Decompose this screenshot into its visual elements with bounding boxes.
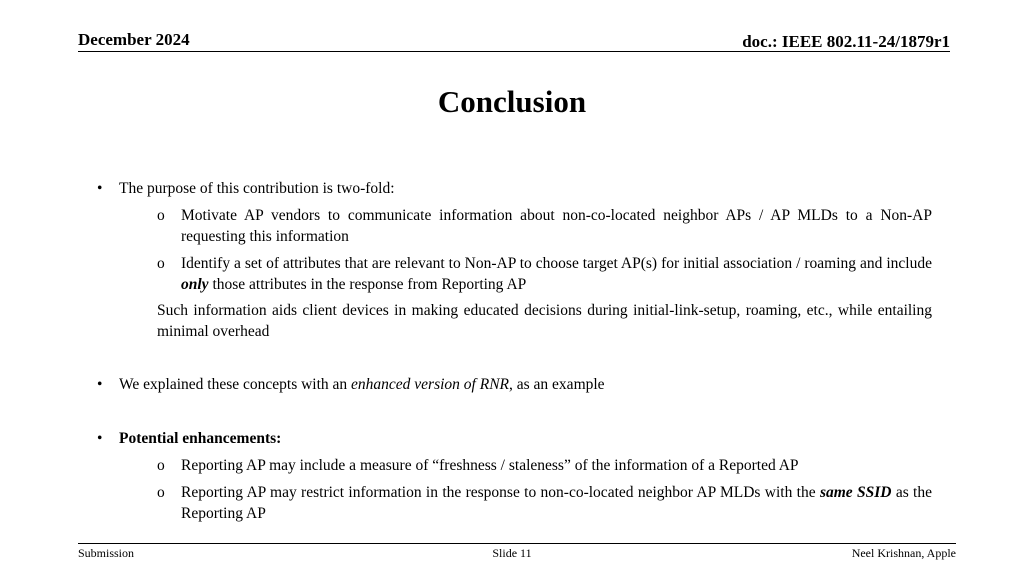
header-rule (78, 51, 950, 52)
purpose-note: Such information aids client devices in making educated decisions during initial-link-setup, roaming, etc., while entailing minimal overhead (157, 302, 932, 340)
sub-bullet-marker: o (157, 207, 165, 224)
footer-submission: Submission (78, 546, 135, 560)
footer-author: Neel Krishnan, Apple (851, 546, 956, 560)
explained-text-post: , as an example (509, 376, 605, 393)
identify-text-emphasis: only (181, 276, 209, 293)
sub-bullet-motivate-text: Motivate AP vendors to communicate information about non-co-located neighbor APs / AP MLDs to a Non-AP requesting this information (181, 207, 932, 245)
sub-bullet-marker: o (157, 255, 165, 272)
bullet-explained-text (119, 374, 605, 395)
sub-bullet-restrict (157, 482, 932, 524)
footer-rule (78, 543, 956, 544)
header-date: December 2024 (78, 30, 190, 49)
restrict-text-pre: Reporting AP may restrict information in the response to non-co-located neighbor AP MLDs with the (181, 484, 820, 501)
restrict-text-post: as the Reporting AP (181, 484, 932, 522)
footer-slide-number: Slide 11 (492, 546, 532, 560)
page-title: Conclusion (437, 84, 587, 119)
sub-bullet-freshness (157, 455, 932, 476)
sub-bullet-restrict-text (181, 482, 932, 524)
bullet-enhancements-heading: Potential enhancements: (119, 430, 282, 447)
identify-text-pre: Identify a set of attributes that are relevant to Non-AP to choose target AP(s) for initial association / roaming and include (181, 255, 932, 272)
sub-bullet-identify (157, 253, 932, 295)
explained-text-emphasis: enhanced version of RNR (351, 376, 510, 393)
bullet-purpose-text: The purpose of this contribution is two-fold: (119, 180, 395, 197)
bullet-marker: • (97, 180, 103, 197)
sub-bullet-identify-text (181, 253, 932, 295)
sub-bullet-marker: o (157, 484, 165, 501)
explained-text-pre: We explained these concepts with an (119, 376, 352, 393)
sub-bullet-marker: o (157, 457, 165, 474)
bullet-marker: • (97, 376, 103, 393)
header-doc-id: doc.: IEEE 802.11-24/1879r1 (742, 32, 950, 51)
sub-bullet-motivate (157, 205, 932, 247)
sub-bullet-freshness-text: Reporting AP may include a measure of “freshness / staleness” of the information of a Reported AP (181, 457, 799, 474)
restrict-text-emphasis: same SSID (819, 484, 892, 501)
bullet-marker: • (97, 430, 103, 447)
identify-text-post: those attributes in the response from Reporting AP (208, 276, 527, 293)
